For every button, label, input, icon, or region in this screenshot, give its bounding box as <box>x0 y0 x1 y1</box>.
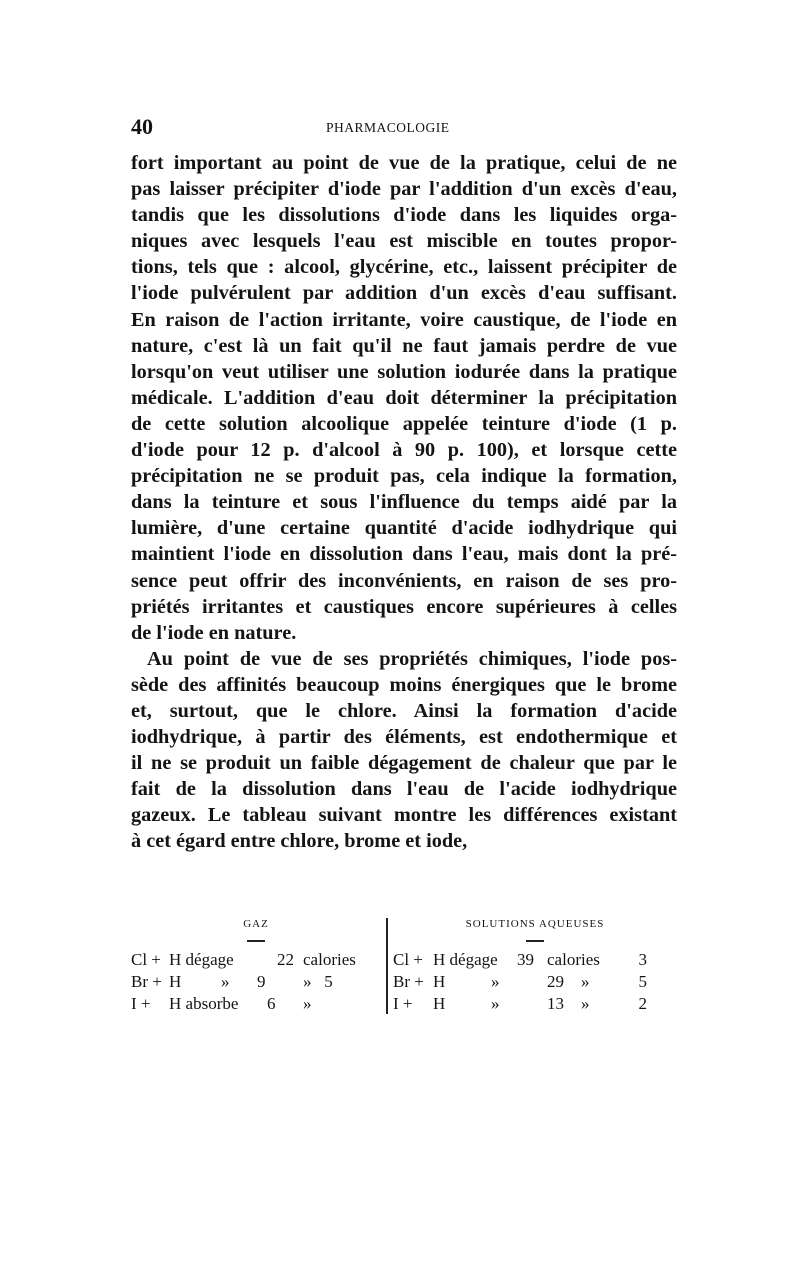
text-line: Au point de vue de ses propriétés chimiques, l'iode pos- <box>147 647 677 670</box>
text-line: sence peut offrir des inconvénients, en raison de ses pro- <box>131 569 677 592</box>
text-line: nature, c'est là un fait qu'il ne faut jamais perdre de vue <box>131 334 677 357</box>
text-line: lumière, d'une certaine quantité d'acide iodhydrique qui <box>131 517 677 540</box>
text-line: fait de la dissolution dans l'eau de l'acide iodhydrique <box>131 778 677 801</box>
table-cell: 9 <box>257 971 266 991</box>
table-row <box>131 949 381 971</box>
table-cell: Br + <box>131 971 162 991</box>
heading-rule <box>526 940 544 942</box>
body-text <box>131 150 677 855</box>
table-cell: 6 <box>267 993 276 1013</box>
heading-rule <box>247 940 265 942</box>
table-row <box>131 993 381 1015</box>
table-cell: H dégage <box>169 949 234 969</box>
table-cell: » <box>303 993 312 1013</box>
text-line: iodhydrique, à partir des éléments, est endothermique et <box>131 726 677 749</box>
text-line: sède des affinités beaucoup moins énergiques que le brome <box>131 673 677 696</box>
table-cell: 29 » <box>547 971 590 991</box>
text-line: tandis que les dissolutions d'iode dans les liquides orga- <box>131 204 677 227</box>
comparison-table <box>131 918 677 1018</box>
text-line: dans la teinture et sous l'influence du temps aidé par la <box>131 491 677 514</box>
table-cell: H <box>433 971 446 991</box>
text-line: pas laisser précipiter d'iode par l'addition d'un excès d'eau, <box>131 178 677 201</box>
text-line: à cet égard entre chlore, brome et iode, <box>131 830 468 853</box>
table-cell: 22 <box>277 949 294 969</box>
running-head: PHARMACOLOGIE <box>326 120 450 135</box>
text-line: médicale. L'addition d'eau doit déterminer la précipitation <box>131 386 677 409</box>
table-cell: » <box>491 971 500 991</box>
text-line: de cette solution alcoolique appelée teinture d'iode (1 p. <box>131 412 677 435</box>
table-cell: Br + <box>393 971 424 991</box>
table-row <box>393 971 677 993</box>
text-line: et, surtout, que le chlore. Ainsi la formation d'acide <box>131 699 677 722</box>
table-cell: H <box>169 971 182 991</box>
page-number: 40 <box>131 114 153 139</box>
table-cell: calories <box>303 949 356 969</box>
table-cell: 13 » <box>547 993 590 1013</box>
table-cell <box>343 949 373 971</box>
table-cell: I + <box>393 993 413 1013</box>
table-column-aqueous <box>393 918 677 1015</box>
table-cell: 2 <box>638 993 647 1013</box>
column-heading: SOLUTIONS AQUEUSES <box>465 918 605 930</box>
table-row <box>393 949 677 971</box>
table-cell: H absorbe <box>169 993 239 1013</box>
text-line: lorsqu'on veut utiliser une solution iodurée dans la pratique <box>131 360 677 383</box>
table-cell: 39 <box>517 949 534 969</box>
column-heading: GAZ <box>243 918 269 930</box>
text-line: niques avec lesquels l'eau est miscible en toutes propor- <box>131 230 677 253</box>
text-line: il ne se produit un faible dégagement de chaleur que par le <box>131 752 677 775</box>
text-line: de l'iode en nature. <box>131 621 297 644</box>
table-cell: 5 <box>638 971 647 991</box>
table-cell: » <box>491 993 500 1013</box>
table-row <box>393 993 677 1015</box>
text-line: fort important au point de vue de la pratique, celui de ne <box>131 152 677 174</box>
column-divider <box>386 918 388 1014</box>
text-line: gazeux. Le tableau suivant montre les différences existant <box>131 804 677 827</box>
text-line: tions, tels que : alcool, glycérine, etc., laissent précipiter de <box>131 256 677 279</box>
text-line: précipitation ne se produit pas, cela indique la formation, <box>131 465 677 488</box>
text-line: priétés irritantes et caustiques encore supérieures à celles <box>131 595 677 618</box>
table-row <box>131 971 381 993</box>
table-cell: Cl + <box>131 949 161 969</box>
table-cell: I + <box>131 993 151 1013</box>
table-cell <box>333 993 363 1015</box>
table-cell: 3 <box>638 949 647 969</box>
table-cell: H <box>433 993 446 1013</box>
table-cell: » 5 <box>303 971 333 991</box>
text-line: d'iode pour 12 p. d'alcool à 90 p. 100), et lorsque cette <box>131 439 677 462</box>
text-line: l'iode pulvérulent par addition d'un excès d'eau suffisant. <box>131 282 677 305</box>
text-line: maintient l'iode en dissolution dans l'eau, mais dont la pré- <box>131 543 677 566</box>
table-cell: » <box>221 971 230 991</box>
text-line: En raison de l'action irritante, voire caustique, de l'iode en <box>131 308 677 331</box>
table-cell: H dégage <box>433 949 498 969</box>
table-cell: calories <box>547 949 600 969</box>
page-header <box>131 114 677 144</box>
table-column-gas <box>131 918 381 1015</box>
table-cell: Cl + <box>393 949 423 969</box>
